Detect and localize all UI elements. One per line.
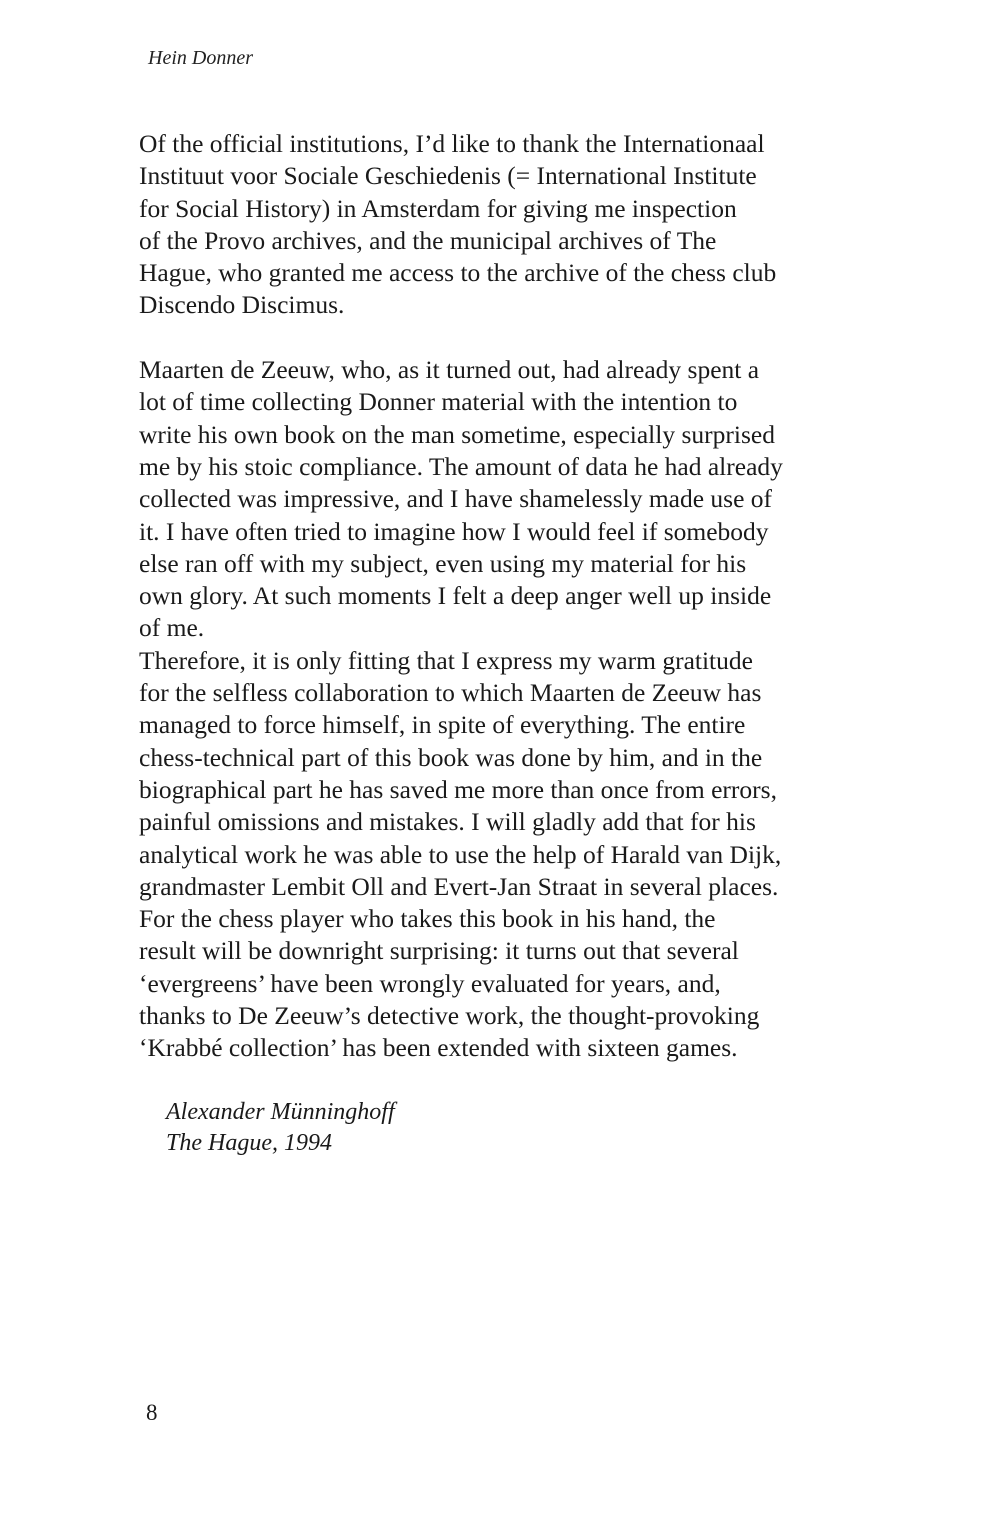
text-line: Instituut voor Sociale Geschiedenis (= International Institute (139, 161, 757, 191)
text-line: Of the official institutions, I’d like to thank the Internationaal (139, 129, 765, 158)
text-line: For the chess player who takes this book in his hand, the (139, 904, 716, 934)
text-line: else ran off with my subject, even using my material for his (139, 548, 747, 578)
text-line: analytical work he was able to use the help of Harald van Dijk, (139, 839, 782, 869)
text-line: Therefore, it is only fitting that I express my warm gratitude (139, 645, 753, 675)
text-line: chess-technical part of this book was done by him, and in the (139, 742, 763, 772)
text-line: for the selfless collaboration to which Maarten de Zeeuw has (139, 678, 762, 708)
text-line: of me. (139, 613, 205, 643)
text-line: for Social History) in Amsterdam for giving me inspection (139, 193, 737, 223)
text-line: grandmaster Lembit Oll and Evert-Jan Straat in several places. (139, 871, 779, 901)
text-line: managed to force himself, in spite of everything. The entire (139, 710, 746, 740)
text-line: of the Provo archives, and the municipal archives of The (139, 225, 717, 255)
place-date: The Hague, 1994 (166, 1130, 332, 1156)
paragraph-gap (139, 322, 879, 354)
paragraph (139, 645, 879, 1065)
body-text (139, 128, 879, 1065)
text-line: Hague, who granted me access to the archive of the chess club (139, 258, 777, 288)
text-line: biographical part he has saved me more than once from errors, (139, 774, 777, 804)
text-line: me by his stoic compliance. The amount of data he had already (139, 451, 783, 481)
paragraph (139, 354, 879, 645)
author-name: Alexander Münninghoff (166, 1099, 395, 1125)
text-line: thanks to De Zeeuw’s detective work, the thought-provoking (139, 1001, 760, 1031)
page-number: 8 (146, 1400, 158, 1425)
signature-block (166, 1097, 395, 1159)
text-line: ‘evergreens’ have been wrongly evaluated for years, and, (139, 968, 721, 998)
text-line: Discendo Discimus. (139, 290, 345, 320)
text-line: Maarten de Zeeuw, who, as it turned out, had already spent a (139, 355, 760, 385)
running-head: Hein Donner (148, 47, 253, 69)
paragraph (139, 128, 879, 322)
text-line: write his own book on the man sometime, especially surprised (139, 419, 775, 449)
text-line: collected was impressive, and I have shamelessly made use of (139, 484, 773, 514)
text-line: painful omissions and mistakes. I will gladly add that for his (139, 807, 756, 837)
text-line: ‘Krabbé collection’ has been extended with sixteen games. (139, 1033, 738, 1063)
text-line: lot of time collecting Donner material with the intention to (139, 387, 738, 417)
text-line: own glory. At such moments I felt a deep anger well up inside (139, 581, 772, 611)
text-line: it. I have often tried to imagine how I would feel if somebody (139, 516, 769, 546)
text-line: result will be downright surprising: it turns out that several (139, 936, 739, 966)
